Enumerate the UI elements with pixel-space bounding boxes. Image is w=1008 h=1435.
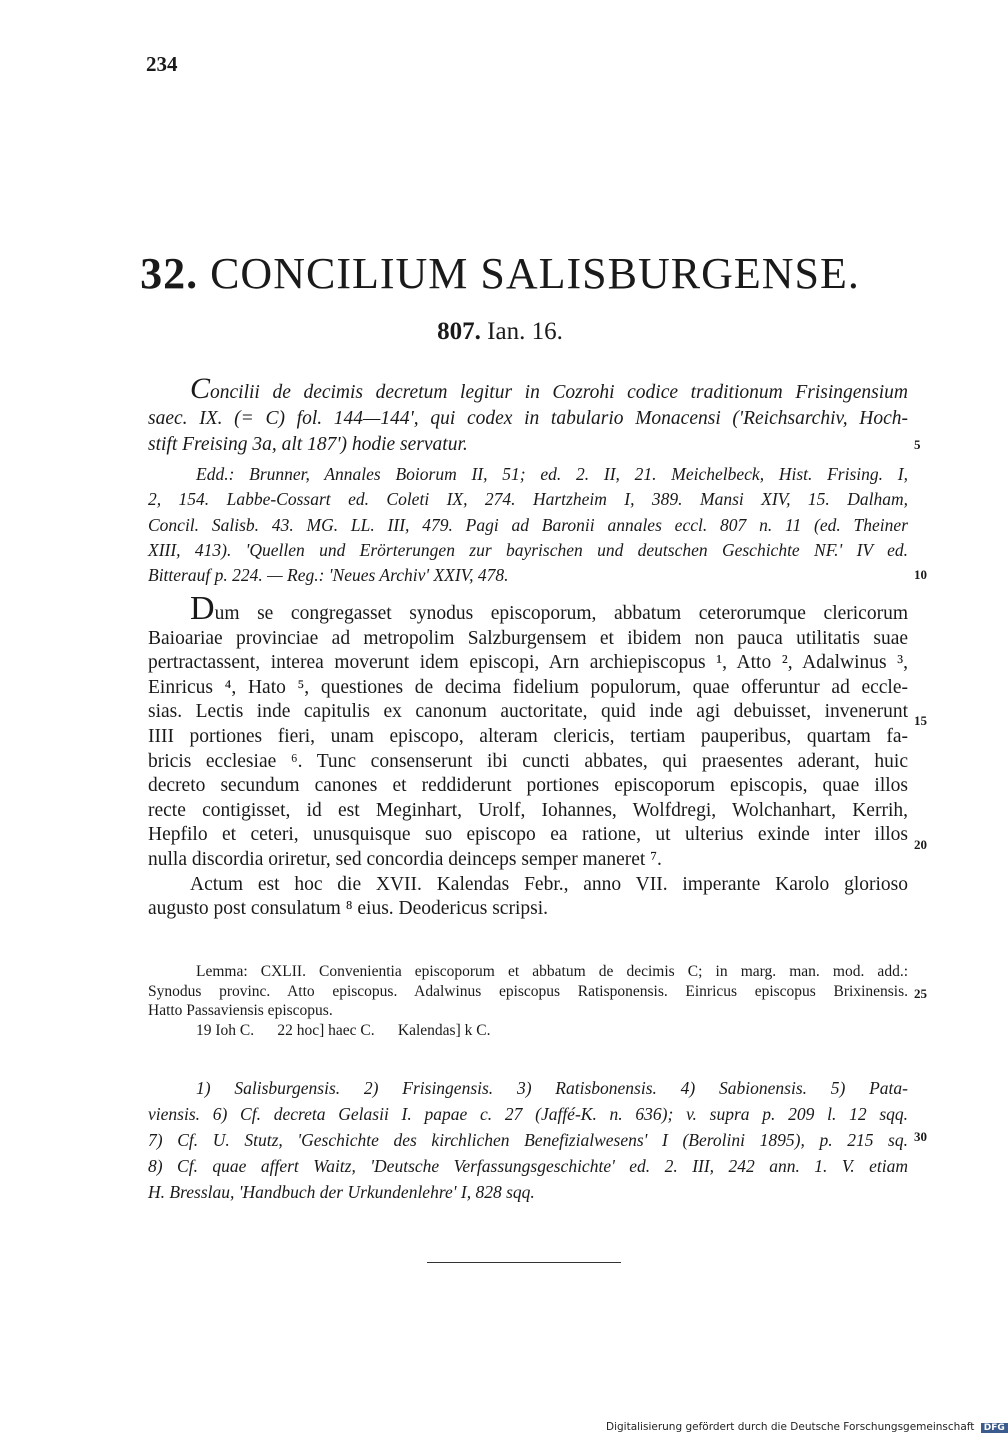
intro-dropcap: C (190, 372, 211, 405)
chapter-date (0, 318, 1000, 346)
line-number: 30 (914, 1129, 927, 1144)
main-line: augusto post consulatum ⁸ eius. Deodericus scripsi. (148, 898, 548, 920)
apparatus-line: 19 Ioh C. 22 hoc] haec C. Kalendas] k C. (196, 1021, 491, 1039)
footnotes (148, 1075, 908, 1205)
main-dropcap: D (190, 590, 215, 627)
footnote-line: 1) Salisburgensis. 2) Frisingensis. 3) Ratisbonensis. 4) Sabionensis. 5) Pata- (196, 1078, 908, 1098)
main-line: Actum est hoc die XVII. Kalendas Febr., anno VII. imperante Karolo glorioso (190, 873, 908, 895)
main-line: recte contigisset, id est Meginhart, Urolf, Iohannes, Wolfdregi, Wolchanhart, Kerrih, (148, 799, 908, 821)
digitization-credit (606, 1421, 1008, 1433)
main-line: sias. Lectis inde capitulis ex canonum auctoritate, quid inde agi debuisset, invenerunt (148, 701, 908, 723)
line-number: 15 (914, 713, 927, 728)
editions-line: Bitterauf p. 224. — Reg.: 'Neues Archiv' XXIV, 478. (148, 565, 509, 586)
intro-paragraph (148, 372, 908, 458)
closing-rule (427, 1262, 621, 1263)
critical-apparatus (148, 962, 908, 1040)
intro-line: stift Freising 3a, alt 187') hodie servatur. (148, 434, 468, 455)
footnote-line: 7) Cf. U. Stutz, 'Geschichte des kirchlichen Benefizialwesens' I (Berolini 1895), p. 215 sq. (148, 1130, 908, 1150)
chapter-title-text: CONCILIUM SALISBURGENSE. (210, 249, 860, 298)
footnote-line: viensis. 6) Cf. decreta Gelasii I. papae c. 27 (Jaffé-K. n. 636); v. supra p. 209 l. 12 sqq. (148, 1104, 908, 1124)
date-year: 807. (437, 318, 481, 345)
main-line: Einricus ⁴, Hato ⁵, questiones de decima fidelium populorum, quae offeruntur ad eccle- (148, 676, 908, 698)
chapter-title (0, 248, 1000, 299)
footnote-line: 8) Cf. quae affert Waitz, 'Deutsche Verfassungsgeschichte' ed. 2. III, 242 ann. 1. V. etiam (148, 1156, 908, 1176)
main-line: pertractassent, interea moverunt idem episcopi, Arn archiepiscopus ¹, Atto ², Adalwinus ³, (148, 652, 908, 674)
main-line: decreto secundum canones et reddiderunt portiones episcoporum episcopis, quae illos (148, 775, 908, 797)
line-number: 20 (914, 837, 927, 852)
intro-line: Concilii de decimis decretum legitur in Cozrohi codice traditionum Frisingensium (190, 372, 908, 405)
main-line: Baioariae provinciae ad metropolim Salzburgensem et ibidem non pauca utilitatis suae (148, 627, 908, 649)
main-text (148, 590, 908, 922)
main-line: bricis ecclesiae ⁶. Tunc consenserunt ibi cuncti abbates, qui praesentes aderant, huic (148, 750, 908, 772)
page-number: 234 (146, 52, 178, 76)
apparatus-line: Hatto Passaviensis episcopus. (148, 1002, 333, 1019)
editions-line: XIII, 413). 'Quellen und Erörterungen zur bayrischen und deutschen Geschichte NF.' IV ed. (148, 539, 908, 560)
main-line: Dum se congregasset synodus episcoporum, abbatum ceterorumque clericorum (190, 590, 908, 627)
date-day: Ian. 16. (487, 318, 563, 345)
editions-paragraph (148, 462, 908, 588)
chapter-number: 32. (140, 249, 199, 298)
editions-line: 2, 154. Labbe-Cossart ed. Coleti IX, 274. Hartzheim I, 389. Mansi XIV, 15. Dalham, (148, 489, 908, 510)
apparatus-line: Synodus provinc. Atto episcopus. Adalwinus episcopus Ratisponensis. Einricus episcopus Brixinensis. (148, 982, 908, 1000)
intro-line: saec. IX. (= C) fol. 144—144', qui codex in tabulario Monacensi ('Reichsarchiv, Hoch- (148, 408, 908, 429)
line-number: 5 (914, 437, 921, 452)
footnote-line: H. Bresslau, 'Handbuch der Urkundenlehre' I, 828 sqq. (148, 1182, 535, 1202)
editions-line: Edd.: Brunner, Annales Boiorum II, 51; ed. 2. II, 21. Meichelbeck, Hist. Frising. I, (196, 464, 908, 484)
line-number: 25 (914, 986, 927, 1001)
main-line: nulla discordia oriretur, sed concordia deinceps semper maneret ⁷. (148, 848, 662, 870)
editions-line: Concil. Salisb. 43. MG. LL. III, 479. Pagi ad Baronii annales eccl. 807 n. 11 (ed. Theiner (148, 514, 908, 535)
main-line: IIII portiones fieri, unam episcopo, alteram clericis, tertiam pauperibus, quartam fa- (148, 725, 908, 747)
credit-text: Digitalisierung gefördert durch die Deutsche Forschungsgemeinschaft (606, 1421, 975, 1433)
dfg-logo: DFG (981, 1423, 1008, 1433)
apparatus-line: Lemma: CXLII. Convenientia episcoporum et abbatum de decimis C; in marg. man. mod. add.: (196, 963, 908, 980)
main-line: Hepfilo et ceteri, unusquisque suo episcopo ea ratione, ut ulterius exinde inter illos (148, 824, 908, 846)
line-number: 10 (914, 567, 927, 582)
